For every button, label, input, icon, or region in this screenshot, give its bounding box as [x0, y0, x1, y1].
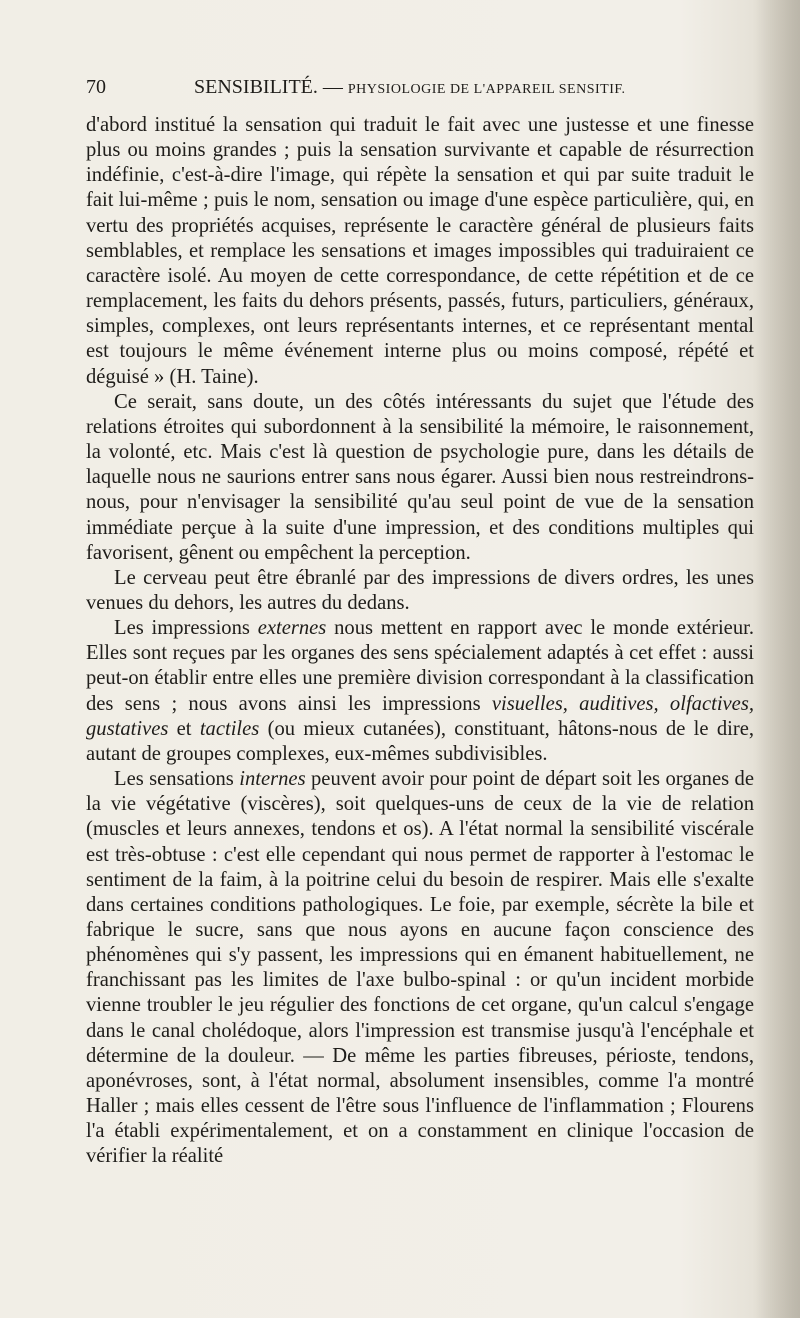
- emphasis-tactiles: tactiles: [199, 717, 260, 740]
- paragraph-4-text: (ou mieux cutanées), constituant, hâtons-nous de le dire, autant de groupes complexes, eux-mêmes subdivisibles.: [86, 717, 754, 765]
- paragraph-5: [86, 767, 754, 1170]
- paragraph-2: Ce serait, sans doute, un des côtés intéressants du sujet que l'étude des relations étroites qui subordonnent à la sensibilité la mémoire, le raisonnement, la volonté, etc. Mais c'est là question de psychologie pure, dans les détails de laquelle nous ne saurions entrer sans nous égarer. Aussi bien nous restreindrons-nous, pour n'envisager la sensibilité qu'au seul point de vue de la sensation immédiate perçue à la suite d'une impression, et des conditions multiples qui favorisent, gênent ou empêchent la perception.: [86, 390, 754, 564]
- emphasis-internes: internes: [239, 768, 306, 791]
- running-header: [86, 76, 754, 106]
- paragraph-3: Le cerveau peut être ébranlé par des impressions de divers ordres, les unes venues du dehors, les autres du dedans.: [86, 566, 754, 614]
- page-number: 70: [86, 76, 106, 98]
- running-title-dash: —: [322, 76, 343, 98]
- emphasis-senses: visuelles, auditives, olfactives, gustatives: [86, 692, 754, 740]
- running-title-sub: PHYSIOLOGIE DE L'APPAREIL SENSITIF.: [347, 82, 626, 97]
- paragraph-5-text: Les sensations: [114, 768, 240, 791]
- paragraph-4-text: nous mettent en rapport avec le monde extérieur. Elles sont reçues par les organes des sens spécialement adaptés à cet effet : aussi peut-on établir entre elles une première division correspondant à la classification des sens ; nous avons ainsi les impressions: [86, 617, 754, 715]
- paragraph-4-text: et: [168, 717, 200, 740]
- paragraph-4: [86, 616, 754, 767]
- paragraph-5-text: peuvent avoir pour point de départ soit les organes de la vie végétative (viscères), soit quelques-uns de ceux de la vie de relation (muscles et leurs annexes, tendons et os). A l'état normal la sensibilité viscérale est très-obtuse : c'est elle cependant qui nous permet de rapporter à l'estomac le sentiment de la faim, à la poitrine celui du besoin de respirer. Mais elle s'exalte dans certaines conditions pathologiques. Le foie, par exemple, sécrète la bile et fabrique le sucre, sans que nous ayons en aucune façon conscience des phénomènes qui s'y passent, les impressions qui en émanent habituellement, ne franchissant pas les limites de l'axe bulbo-spinal : or qu'un incident morbide vienne troubler le jeu régulier des fonctions de cet organe, qu'un calcul s'engage dans le canal cholédoque, alors l'impression est transmise jusqu'à l'encéphale et détermine de la douleur. — De même les parties fibreuses, périoste, tendons, aponévroses, sont, à l'état normal, absolument insensibles, comme l'a montré Haller ; mais elles cessent de l'être sous l'influence de l'inflammation ; Flourens l'a établi expérimentalement, et on a constamment en clinique l'occasion de vérifier la réalité: [86, 768, 754, 1168]
- emphasis-externes: externes: [257, 617, 327, 640]
- paragraph-4-text: Les impressions: [114, 617, 258, 640]
- page-edge-shadow: [756, 0, 800, 1318]
- running-title: [194, 76, 626, 99]
- running-title-main: SENSIBILITÉ.: [194, 76, 318, 98]
- body-text: [86, 113, 754, 1170]
- paragraph-1: d'abord institué la sensation qui traduit le fait avec une justesse et une finesse plus ou moins grandes ; puis la sensation survivante et capable de résurrection indéfinie, c'est-à-dire l'image, qui répète la sensation et qui par suite traduit le fait lui-même ; puis le nom, sensation ou image d'une espèce particulière, qui, en vertu des propriétés acquises, représente le caractère général de plusieurs faits semblables, et remplace les sensations et images impossibles qui traduiraient ce caractère isolé. Au moyen de cette correspondance, de cette répétition et de ce remplacement, les faits du dehors présents, passés, futurs, particuliers, généraux, simples, complexes, ont leurs représentants internes, et ce représentant mental est toujours le même événement interne plus ou moins composé, répété et déguisé » (H. Taine).: [86, 114, 754, 388]
